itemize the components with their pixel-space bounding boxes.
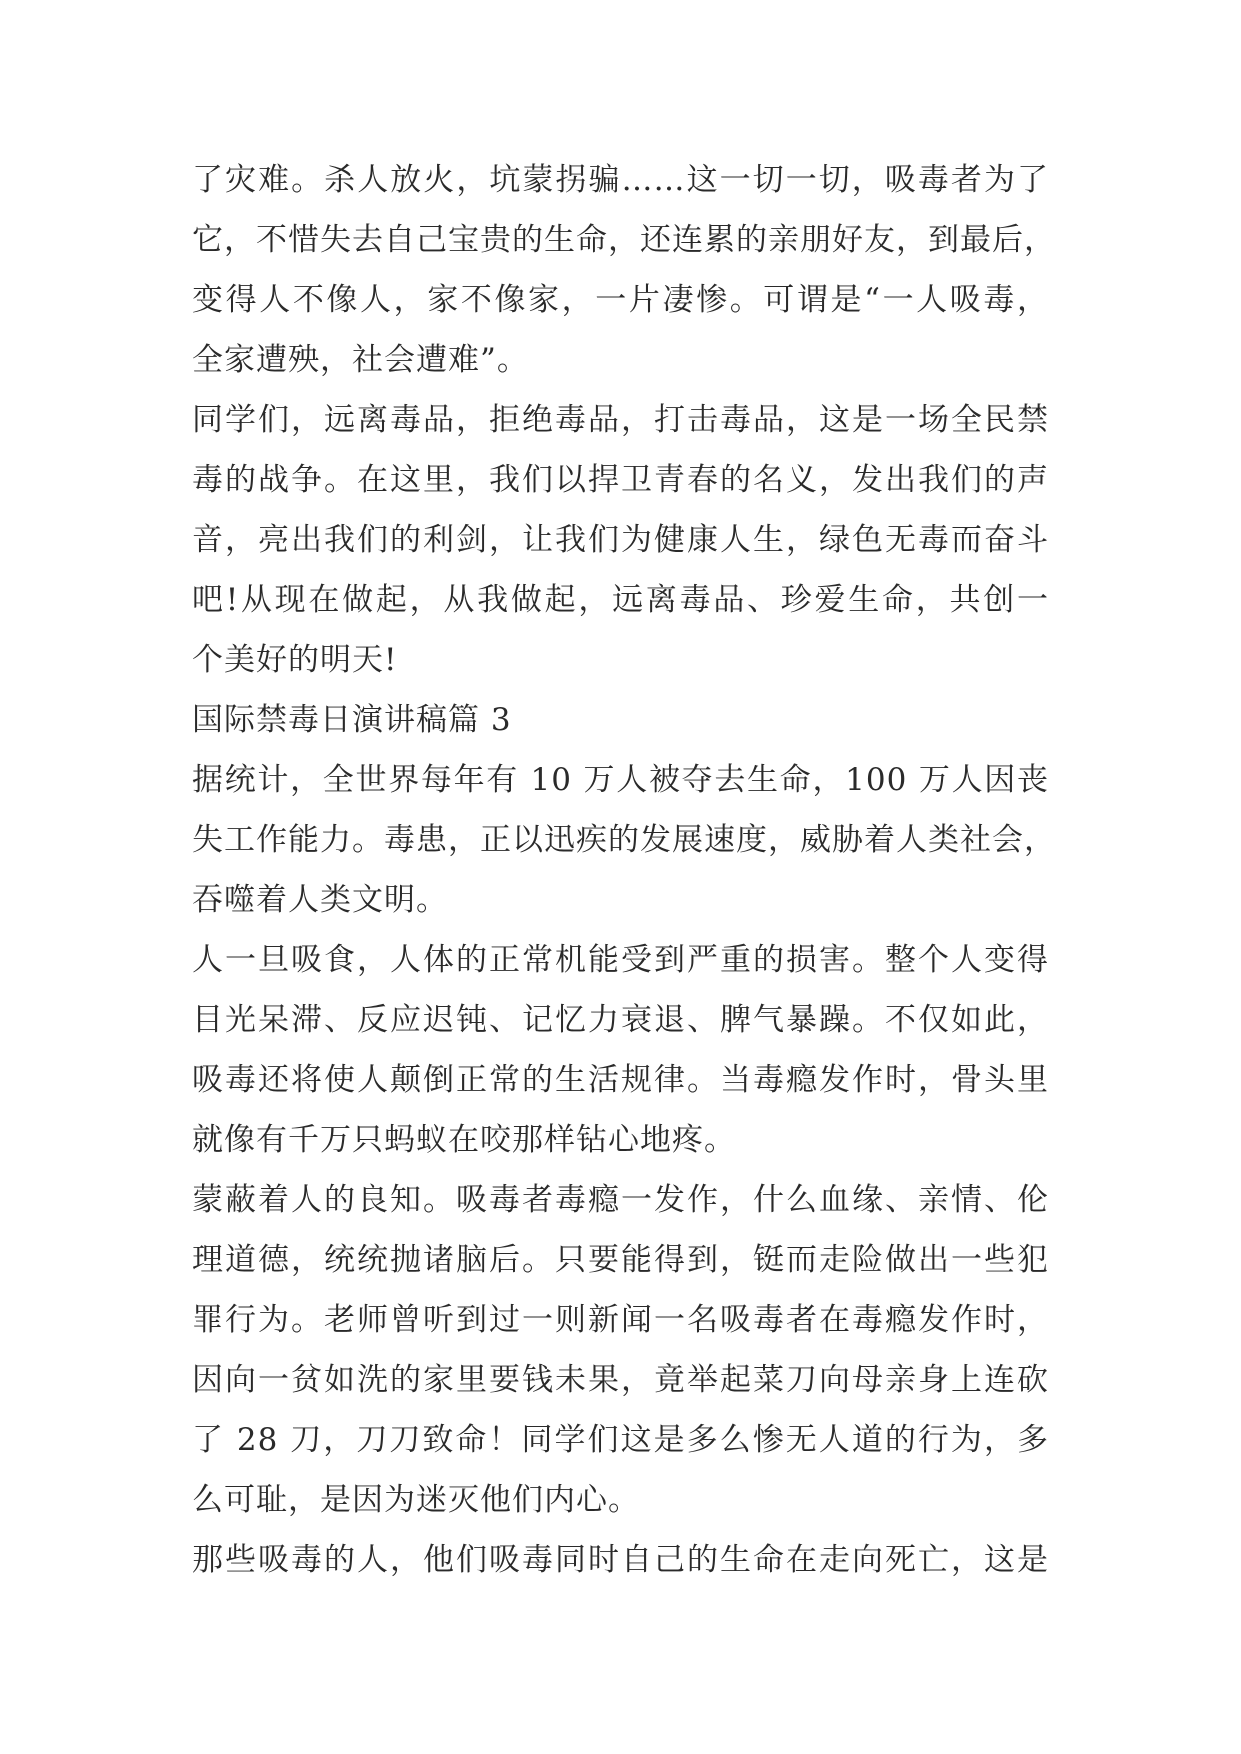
text-line: 了 28 刀，刀刀致命！同学们这是多么惨无人道的行为，多	[192, 1422, 1049, 1458]
text-line: 了灾难。杀人放火，坑蒙拐骗……这一切一切，吸毒者为了	[192, 162, 1049, 198]
text-line: 全家遭殃，社会遭难”。	[192, 342, 529, 378]
text-line: 罪行为。老师曾听到过一则新闻一名吸毒者在毒瘾发作时，	[192, 1302, 1049, 1338]
text-line: 它，不惜失去自己宝贵的生命，还连累的亲朋好友，到最后，	[192, 222, 1056, 258]
text-line: 同学们，远离毒品，拒绝毒品，打击毒品，这是一场全民禁	[192, 402, 1049, 438]
text-line: 么可耻，是因为迷灭他们内心。	[192, 1482, 640, 1518]
text-line: 毒的战争。在这里，我们以捍卫青春的名义，发出我们的声	[192, 462, 1049, 498]
section-heading: 国际禁毒日演讲稿篇 3	[192, 702, 512, 738]
text-line: 吧!从现在做起，从我做起，远离毒品、珍爱生命，共创一	[192, 582, 1049, 618]
text-line: 吞噬着人类文明。	[192, 882, 448, 918]
text-line: 失工作能力。毒患，正以迅疾的发展速度，威胁着人类社会，	[192, 822, 1056, 858]
text-line: 个美好的明天!	[192, 642, 398, 678]
text-line: 那些吸毒的人，他们吸毒同时自己的生命在走向死亡，这是	[192, 1542, 1049, 1578]
text-line: 变得人不像人，家不像家，一片凄惨。可谓是“一人吸毒，	[192, 282, 1049, 318]
text-line: 因向一贫如洗的家里要钱未果，竟举起菜刀向母亲身上连砍	[192, 1362, 1049, 1398]
text-line: 音，亮出我们的利剑，让我们为健康人生，绿色无毒而奋斗	[192, 522, 1049, 558]
text-line: 吸毒还将使人颠倒正常的生活规律。当毒瘾发作时，骨头里	[192, 1062, 1049, 1098]
text-line: 蒙蔽着人的良知。吸毒者毒瘾一发作，什么血缘、亲情、伦	[192, 1182, 1049, 1218]
text-line: 据统计，全世界每年有 10 万人被夺去生命，100 万人因丧	[192, 762, 1049, 798]
text-line: 就像有千万只蚂蚁在咬那样钻心地疼。	[192, 1122, 736, 1158]
text-line: 人一旦吸食，人体的正常机能受到严重的损害。整个人变得	[192, 942, 1049, 978]
text-line: 理道德，统统抛诸脑后。只要能得到，铤而走险做出一些犯	[192, 1242, 1049, 1278]
text-line: 目光呆滞、反应迟钝、记忆力衰退、脾气暴躁。不仅如此，	[192, 1002, 1049, 1038]
